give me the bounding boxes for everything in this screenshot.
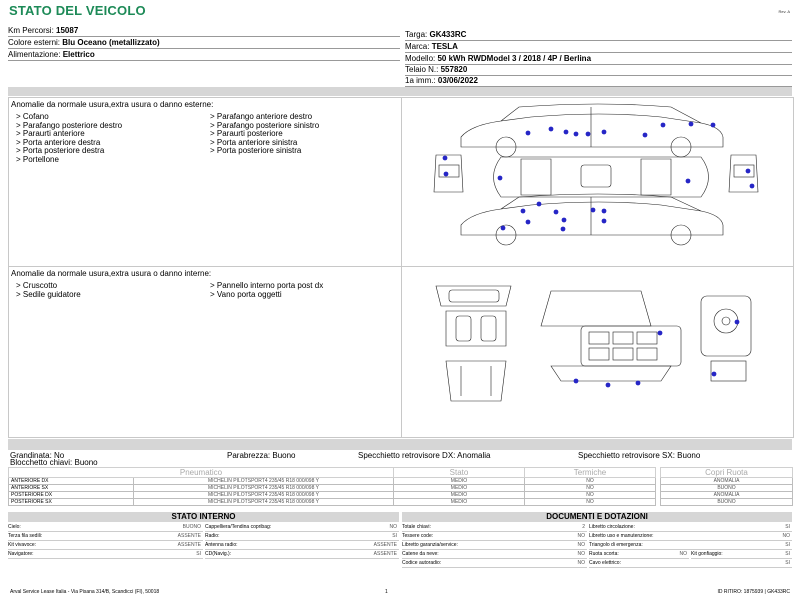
exterior-list-col2 bbox=[210, 113, 319, 156]
col-copri-ruota: Copri Ruota bbox=[661, 468, 793, 478]
revision-label: Rev. A bbox=[778, 9, 790, 14]
separator-band bbox=[8, 87, 792, 96]
si-left-3: Navigatore: SI bbox=[8, 551, 201, 557]
mirror-dx-status: Specchietto retrovisore DX: Anomalia bbox=[358, 451, 491, 460]
si-right-0: Cappelliera/Tendina copribag: NO bbox=[205, 524, 397, 530]
doc-right-4: Cavo elettrico: SI bbox=[589, 560, 790, 566]
table-row: ANTERIORE SX MICHELIN PILOTSPORT4 235/45 R18 000/098 Y MEDIO NO BUONO bbox=[9, 485, 793, 492]
windshield-status: Parabrezza: Buono bbox=[227, 451, 296, 460]
table-row: POSTERIORE DX MICHELIN PILOTSPORT4 235/45 R18 000/098 Y MEDIO NO ANOMALIA bbox=[9, 492, 793, 499]
list-item: > Vano porta oggetti bbox=[210, 289, 282, 299]
interior-list-col1 bbox=[16, 282, 81, 299]
list-item: > Parafango posteriore sinistro bbox=[210, 120, 320, 130]
si-right-2: Antenna radio: ASSENTE bbox=[205, 542, 397, 548]
col-termiche: Termiche bbox=[525, 468, 656, 478]
interior-damage-markers bbox=[574, 320, 740, 388]
mirror-sx-status: Specchietto retrovisore SX: Buono bbox=[578, 451, 701, 460]
doc-left-2: Libretto garanzia/service: NO bbox=[402, 542, 585, 548]
si-left-1: Terza fila sedili: ASSENTE bbox=[8, 533, 201, 539]
list-item: > Paraurti posteriore bbox=[210, 129, 283, 138]
doc-left-1: Tessere code: NO bbox=[402, 533, 585, 539]
exterior-heading: Anomalie da normale usura,extra usura o danno esterne: bbox=[11, 100, 214, 109]
list-item: > Paraurti anteriore bbox=[16, 129, 85, 138]
si-right-1: Radio: SI bbox=[205, 533, 397, 539]
car-interior-diagram bbox=[401, 266, 792, 436]
exterior-list-col1 bbox=[16, 113, 122, 164]
table-row: POSTERIORE SX MICHELIN PILOTSPORT4 235/45 R18 000/098 Y MEDIO NO BUONO bbox=[9, 499, 793, 506]
list-item: > Sedile guidatore bbox=[16, 289, 81, 299]
brand-row: Marca: TESLA bbox=[405, 41, 792, 53]
stato-interno-title: STATO INTERNO bbox=[8, 512, 399, 522]
list-item: > Parafango anteriore destro bbox=[210, 112, 313, 121]
list-item: > Cofano bbox=[16, 112, 49, 121]
si-right-3: CD(Navig.): ASSENTE bbox=[205, 551, 397, 557]
doc-right-3-extra: Kit gonfiaggio: SI bbox=[691, 551, 790, 557]
list-item: > Cruscotto bbox=[16, 281, 58, 290]
registration-row: 1a imm.: 03/06/2022 bbox=[405, 75, 792, 87]
footer-page-number: 1 bbox=[385, 589, 388, 595]
si-left-0: Cielo: BUONO bbox=[8, 524, 201, 530]
plate-row: Targa: GK433RC bbox=[405, 29, 792, 41]
km-row: Km Percorsi: 15087 bbox=[8, 25, 400, 37]
list-item: > Porta anteriore sinistra bbox=[210, 137, 298, 147]
doc-right-1: Libretto uso e manutenzione: NO bbox=[589, 533, 790, 539]
doc-right-0: Libretto circolazione: SI bbox=[589, 524, 790, 530]
footer-id: ID RITIRO: 1875939 | GK433RC bbox=[717, 589, 790, 595]
list-item: > Porta posteriore sinistra bbox=[210, 146, 302, 155]
doc-left-0: Totale chiavi: 2 bbox=[402, 524, 585, 530]
col-stato: Stato bbox=[394, 468, 525, 478]
interior-heading: Anomalie da normale usura,extra usura o danno interne: bbox=[11, 269, 212, 278]
doc-left-4: Codice autoradio: NO bbox=[402, 560, 585, 566]
model-row: Modello: 50 kWh RWDModel 3 / 2018 / 4P / Berlina bbox=[405, 53, 792, 65]
key-lock-status: Blocchetto chiavi: Buono bbox=[10, 458, 98, 467]
hail-status: Grandinata: No bbox=[10, 451, 65, 460]
documenti-title: DOCUMENTI E DOTAZIONI bbox=[402, 512, 792, 522]
fuel-row: Alimentazione: Elettrico bbox=[8, 49, 400, 61]
chassis-row: Telaio N.: 557820 bbox=[405, 64, 792, 76]
car-exterior-diagram bbox=[401, 97, 792, 265]
col-pneumatico: Pneumatico bbox=[9, 468, 394, 478]
list-item: > Portellone bbox=[16, 154, 59, 164]
interior-list-col2 bbox=[210, 282, 323, 299]
list-item: > Porta posteriore destra bbox=[16, 146, 105, 155]
list-item: > Porta anteriore destra bbox=[16, 137, 101, 147]
si-left-2: Kit vivavoce: ASSENTE bbox=[8, 542, 201, 548]
footer-address: Arval Service Lease Italia - Via Pisana 314/B, Scandicci (FI), 50018 bbox=[10, 589, 160, 595]
info-band bbox=[8, 439, 792, 450]
page-title: STATO DEL VEICOLO bbox=[9, 3, 146, 18]
doc-left-3: Catene da neve: NO bbox=[402, 551, 585, 557]
list-item: > Pannello interno porta post dx bbox=[210, 281, 324, 290]
table-row: ANTERIORE DX MICHELIN PILOTSPORT4 235/45 R18 000/098 Y MEDIO NO ANOMALIA bbox=[9, 478, 793, 485]
doc-right-3: Ruota scorta: NO bbox=[589, 551, 687, 557]
doc-right-2: Triangolo di emergenza: SI bbox=[589, 542, 790, 548]
list-item: > Parafango posteriore destro bbox=[16, 120, 123, 130]
exterior-damage-markers bbox=[443, 122, 755, 232]
color-row: Colore esterni: Blu Oceano (metallizzato) bbox=[8, 37, 400, 49]
tyre-table bbox=[8, 467, 793, 506]
